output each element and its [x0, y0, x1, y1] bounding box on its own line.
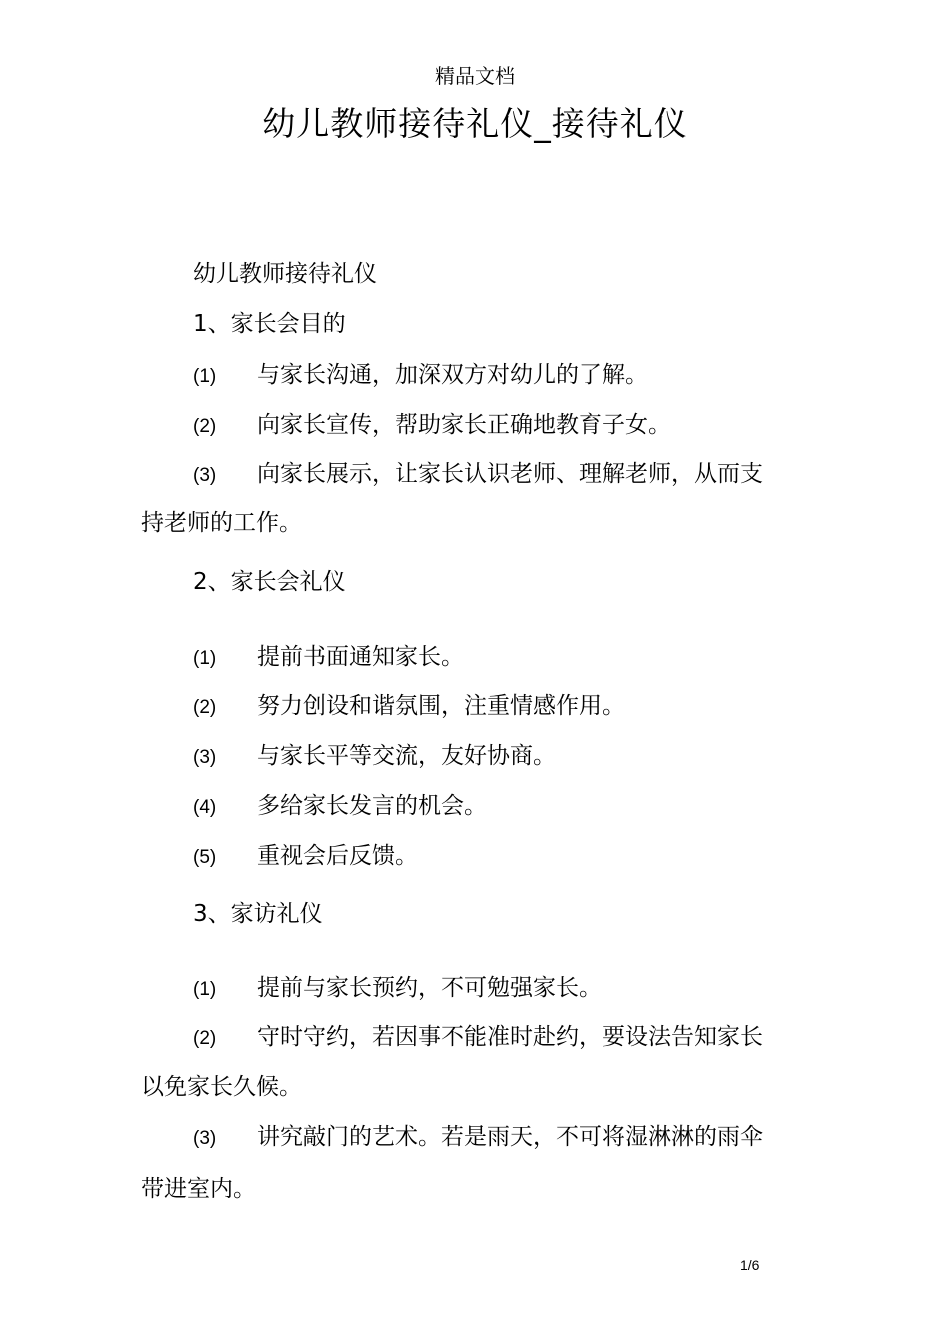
item-continuation: 带进室内。: [141, 1176, 256, 1202]
item-text: 讲究敲门的艺术。若是雨天，不可将湿淋淋的雨伞: [257, 1124, 763, 1150]
item-number: (5): [193, 847, 217, 868]
item-number: (3): [193, 1128, 217, 1149]
list-item: [193, 1122, 763, 1154]
list-item: [193, 741, 556, 773]
item-text: 与家长沟通，加深双方对幼儿的了解。: [257, 362, 648, 388]
section-1-heading: 1、家长会目的: [193, 311, 346, 337]
item-text: 提前书面通知家长。: [257, 644, 464, 670]
item-text: 努力创设和谐氛围，注重情感作用。: [257, 693, 625, 719]
page-header: 精品文档: [435, 64, 515, 88]
document-title: 幼儿教师接待礼仪_接待礼仪: [262, 104, 688, 143]
list-item: [193, 360, 648, 392]
list-item: [193, 459, 763, 491]
section-2-heading: 2、家长会礼仪: [193, 569, 346, 595]
list-item: [193, 691, 625, 723]
item-text: 守时守约，若因事不能准时赴约，要设法告知家长: [257, 1024, 763, 1050]
item-number: (3): [193, 747, 217, 768]
item-text: 重视会后反馈。: [257, 843, 418, 869]
item-number: (3): [193, 465, 217, 486]
list-item: [193, 410, 671, 442]
intro-heading: 幼儿教师接待礼仪: [193, 261, 377, 287]
item-number: (1): [193, 366, 217, 387]
list-item: [193, 973, 602, 1005]
item-text: 向家长展示，让家长认识老师、理解老师，从而支: [257, 461, 763, 487]
item-number: (1): [193, 979, 217, 1000]
list-item: [193, 791, 487, 823]
item-text: 提前与家长预约，不可勉强家长。: [257, 975, 602, 1001]
list-item: [193, 1022, 763, 1054]
item-text: 与家长平等交流，友好协商。: [257, 743, 556, 769]
item-text: 多给家长发言的机会。: [257, 793, 487, 819]
item-number: (2): [193, 1028, 217, 1049]
section-3-heading: 3、家访礼仪: [193, 901, 323, 927]
item-number: (2): [193, 416, 217, 437]
page-number: 1/6: [740, 1257, 760, 1273]
list-item: [193, 642, 464, 674]
item-number: (4): [193, 797, 217, 818]
item-number: (1): [193, 648, 217, 669]
list-item: [193, 841, 418, 873]
item-continuation: 以免家长久候。: [141, 1074, 302, 1100]
item-continuation: 持老师的工作。: [141, 510, 302, 536]
item-text: 向家长宣传，帮助家长正确地教育子女。: [257, 412, 671, 438]
item-number: (2): [193, 697, 217, 718]
